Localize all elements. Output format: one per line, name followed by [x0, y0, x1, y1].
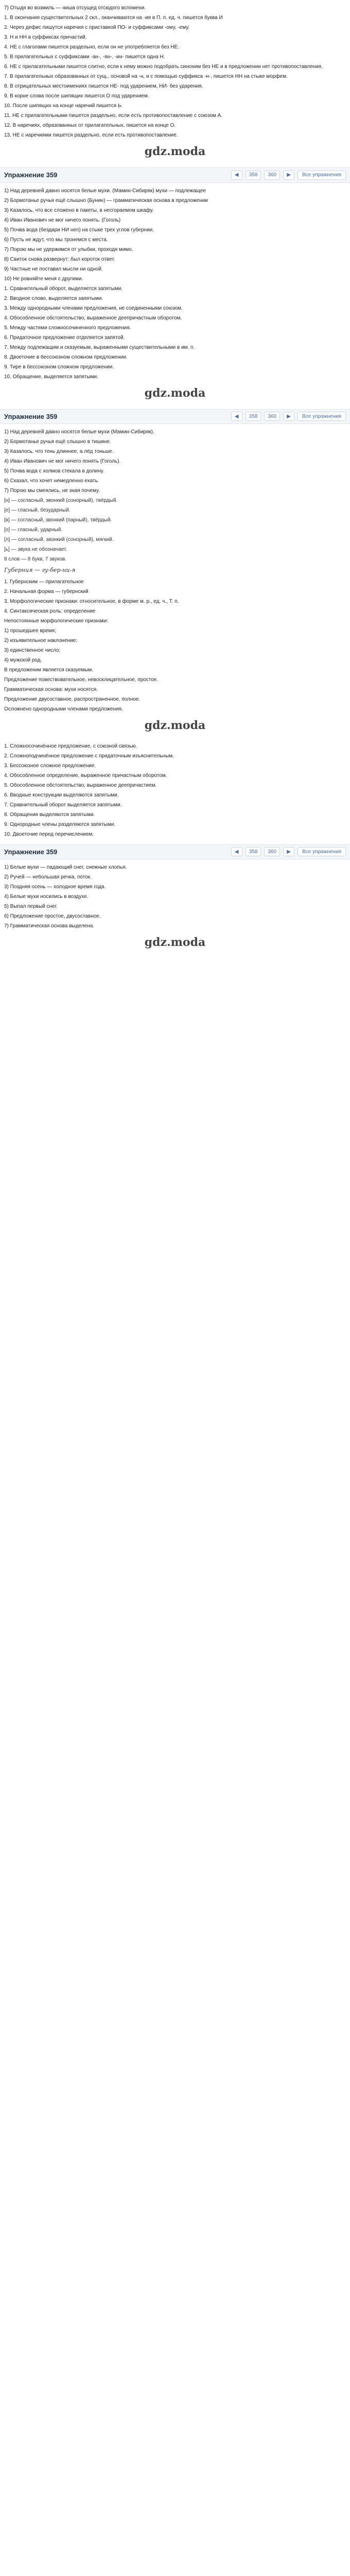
all-exercises-button[interactable]: Все упражнения	[297, 171, 346, 180]
text-line: 1) Над деревней давно носятся белые мухи (Мамин-Сибиряк).	[4, 429, 154, 435]
text-line: 8. Двоеточие в бессоюзном сложном предложении.	[4, 354, 128, 360]
text-line: [ь] — звука не обозначает.	[4, 547, 67, 552]
text-line: 6. НЕ с прилагательными пишется слитно, если к нему можно подобрать синоним без НЕ и в предложении нет противопоставления.	[4, 64, 323, 70]
text-line: 3) Казалось, что тень длиннее, а лёд тоньше.	[4, 449, 114, 454]
text-line: [л] — согласный, звонкий (сонорный), мягкий.	[4, 537, 114, 543]
all-exercises-button[interactable]: Все упражнения	[297, 847, 346, 856]
next-arrow-icon[interactable]: ▶	[283, 171, 294, 180]
prev-exercise-button[interactable]: 358	[246, 412, 261, 421]
handwritten-note: Губерния — гу-бер-ни-я	[4, 567, 76, 573]
text-line: 4) Белые мухи носились в воздухе.	[4, 894, 89, 900]
section-title: Упражнение 359	[4, 412, 58, 420]
text-line: 10. Обращение, выделяется запятыми.	[4, 374, 98, 380]
text-line: 10) Не ровняйте меня с другими.	[4, 276, 83, 282]
block-3	[4, 427, 346, 496]
text-line: 8. В отрицательных местоимениях пишется НЕ- под ударением, НИ- без ударения.	[4, 83, 203, 89]
text-line: 8) Свиток снова развернут: был короток ответ.	[4, 256, 115, 262]
section-header	[0, 409, 350, 425]
text-line: 5) Выпал первый снег.	[4, 904, 58, 909]
text-line: 9. Однородные члены разделяются запятыми.	[4, 821, 116, 827]
text-line: 4) мужской род.	[4, 657, 42, 663]
text-line: 7) Порою мы не удержимся от улыбки, проходя мимо.	[4, 246, 133, 252]
text-line: 6) Пусть не ждут, что мы тронемся с места.	[4, 236, 108, 243]
section-header	[0, 844, 350, 860]
text-line: 5. Обособленное обстоятельство, выраженное деепричастием.	[4, 782, 157, 788]
section-title: Упражнение 359	[4, 848, 58, 856]
text-line: 5) Почва вода с холмов стекала в долину.	[4, 468, 104, 474]
text-line: 2) изъявительное наклонение;	[4, 637, 77, 643]
text-line: 1) Над деревней давно носятся белые мухи. (Мамин-Сибиряк) мухи — подлежащее	[4, 188, 206, 194]
text-line: 2) Бормотанье ручья ещё слышно в тишине.	[4, 439, 111, 445]
text-line: 7. В прилагательных образованных от сущ., основой на -н, и с помощью суффикса -н-, пишется НН на стыке морфем.	[4, 74, 288, 79]
block-6	[4, 862, 346, 931]
text-line: 3) Казалось, что все сложено в пакеты, в несгораемом шкафу.	[4, 207, 154, 213]
text-line: [е] — гласный, безударный.	[4, 507, 71, 513]
text-line: 3. Бессоюзное сложное предложение.	[4, 762, 96, 769]
text-line: Непостоянные морфологические признаки:	[4, 618, 109, 624]
prev-arrow-icon[interactable]: ◀	[231, 171, 242, 180]
prev-arrow-icon[interactable]: ◀	[231, 847, 242, 856]
text-line: 3) единственное число;	[4, 647, 61, 653]
watermark: gdz.moda	[144, 145, 206, 158]
text-line: 6. Придаточное предложение отделяется запятой.	[4, 334, 125, 341]
block-4	[4, 577, 346, 714]
text-line: 3. Н и НН в суффиксах причастий.	[4, 35, 87, 40]
text-line: [в] — согласный, звонкий (парный), твёрдый.	[4, 517, 112, 523]
text-line: 2) Бормотанье ручья ещё слышно (Бунин) — грамматическая основа в предложении	[4, 197, 208, 204]
pager	[231, 847, 346, 856]
text-line: 4) Иван Иванович не мог ничего понять. (Гоголь)	[4, 217, 121, 223]
watermark: gdz.moda	[144, 386, 206, 400]
text-line: 2. Через дефис пишутся наречия с приставкой ПО- и суффиксами -ому, -ему.	[4, 25, 189, 30]
text-line: 4. Обособленное определение, выраженное причастным оборотом.	[4, 772, 167, 778]
text-line: 10. Двоеточие перед перечислением.	[4, 831, 94, 837]
watermark: gdz.moda	[144, 718, 206, 732]
text-line: 1. Сравнительный оборот, выделяется запятыми.	[4, 285, 123, 292]
text-line: 1) Белые мухи — падающий снег, снежные хлопья.	[4, 865, 127, 870]
text-line: 11. НЕ с прилагательными пишется раздельно, если есть противопоставление с союзом А.	[4, 113, 223, 118]
text-line: 1. Сложносочинённое предложение, с союзной связью.	[4, 743, 137, 749]
text-line: 7. Сравнительный оборот выделяется запятыми.	[4, 802, 122, 808]
prev-exercise-button[interactable]: 358	[246, 171, 261, 180]
prev-arrow-icon[interactable]: ◀	[231, 412, 242, 421]
text-line: 9) Частные не поставил мысли ни одной.	[4, 266, 103, 272]
text-line: 7) Порою мы смеялись, не зная почему.	[4, 488, 100, 494]
text-line: 7) Отыдя во возмиль — ниша отсущед отсюдого вспомени.	[4, 5, 146, 11]
text-line: 8 слов — 8 букв, 7 звуков.	[4, 556, 66, 562]
text-line: 2. Начальная форма — губернский	[4, 588, 89, 595]
pager	[231, 171, 346, 180]
text-line: 1) прошедшее время;	[4, 628, 56, 634]
next-exercise-button[interactable]: 360	[264, 171, 280, 180]
text-line: 3. Между однородными членами предложения, не соединенными союзом.	[4, 305, 183, 311]
text-line: 7. Между подлежащим и сказуемым, выраженными существительными в им. п.	[4, 344, 195, 350]
next-exercise-button[interactable]: 360	[264, 412, 280, 421]
watermark: gdz.moda	[144, 936, 206, 949]
text-line: 4. Синтаксическая роль: определение	[4, 608, 96, 614]
text-line: 6. Вводные конструкции выделяются запятыми.	[4, 792, 119, 798]
text-line: 4) Иван Иванович не мог ничего понять (Гоголь).	[4, 459, 121, 464]
text-line: 1. В окончания существительных 2 скл., оканчиваются на -ия в П. п. ед. ч. пишется буква И	[4, 15, 223, 21]
text-line: Осложнено однородными членами предложения.	[4, 706, 123, 712]
text-line: 10. После шипящих на конце наречий пишется Ь.	[4, 103, 123, 109]
prev-exercise-button[interactable]: 358	[246, 847, 261, 856]
text-line: 5. Между частями сложносочиненного предложения.	[4, 325, 131, 331]
block-5	[4, 741, 346, 839]
text-line: 8. Обращения выделяются запятыми.	[4, 811, 95, 818]
text-line: 7) Грамматическая основа выделена.	[4, 923, 95, 929]
next-exercise-button[interactable]: 360	[264, 847, 280, 856]
text-line: 4. Обособленное обстоятельство, выраженное деепричастным оборотом.	[4, 315, 182, 321]
text-line: [н] — согласный, звонкий (сонорный), твёрдый.	[4, 498, 118, 503]
text-line: 5) Почва вода (бездари НИ неп) на стыке трех углов губернии.	[4, 227, 154, 233]
text-line: Предложение двусоставное, распространенное, полное.	[4, 696, 141, 702]
text-line: 4. НЕ с глаголами пишется раздельно, если он не употребляется без НЕ.	[4, 44, 180, 50]
pager	[231, 412, 346, 421]
next-arrow-icon[interactable]: ▶	[283, 847, 294, 856]
text-line: 3. Морфологические признаки: относительное, в форме м. р., ед. ч., Т. п.	[4, 598, 179, 604]
block-1	[4, 3, 346, 140]
text-line: 9. Тире в бессоюзном сложном предложении.	[4, 364, 114, 370]
text-line: В предложении является сказуемым.	[4, 667, 94, 673]
text-line: 6) Сказал, что хочет немедленно ехать.	[4, 478, 99, 484]
section-title: Упражнение 359	[4, 171, 58, 179]
text-line: 1. Губернским — прилагательное	[4, 579, 84, 585]
text-line: 9. В корне слова после шипящих пишется О под ударением.	[4, 93, 149, 99]
text-line: 6) Предложение простое, двусоставное.	[4, 913, 101, 919]
phonetic-analysis	[4, 496, 346, 564]
next-arrow-icon[interactable]: ▶	[283, 412, 294, 421]
text-line: 13. НЕ с наречиями пишется раздельно, если есть противопоставление.	[4, 132, 178, 138]
all-exercises-button[interactable]: Все упражнения	[297, 412, 346, 421]
text-line: 2. Сложноподчинённое предложение с придаточным изъяснительным.	[4, 753, 174, 759]
text-line: 2. Вводное слово, выделяется запятыми.	[4, 295, 103, 301]
section-header	[0, 167, 350, 183]
text-line: 12. В наречиях, образованных от прилагательных, пишется на конце О.	[4, 123, 176, 128]
text-line: 2) Ручей — небольшая речка, поток.	[4, 874, 92, 880]
text-line: [о] — гласный, ударный.	[4, 527, 63, 533]
text-line: 3) Поздняя осень — холодное время года.	[4, 884, 106, 890]
block-2	[4, 186, 346, 382]
text-line: Предложение повествовательное, невосклицательное, простое.	[4, 676, 159, 683]
text-line: Грамматическая основа: мухи носятся.	[4, 686, 98, 692]
text-line: 5. В прилагательных с суффиксами -ан-, -ян-, -ин- пишется одна Н.	[4, 54, 165, 60]
